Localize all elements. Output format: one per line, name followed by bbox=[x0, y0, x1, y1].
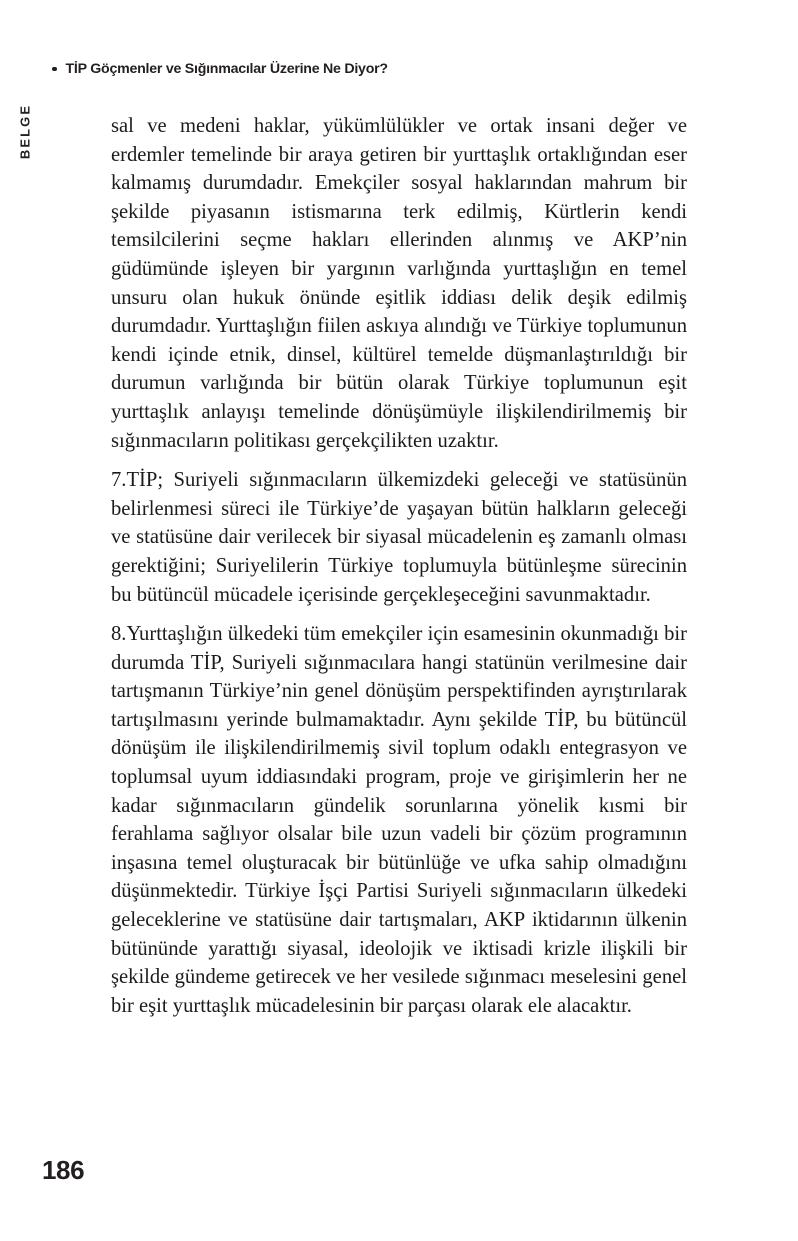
running-head-title: TİP Göçmenler ve Sığınmacılar Üzerine Ne Diyor? bbox=[65, 61, 388, 77]
page-number: 186 bbox=[42, 1155, 85, 1185]
paragraph: 7.TİP; Suriyeli sığınmacıların ülkemizdeki geleceği ve statüsünün belirlenmesi süreci ile Türkiye’de yaşayan bütün halkların geleceği ve statüsüne dair verilecek bir siyasal mücadelenin eş zamanlı olması gerektiğini; Suriyelilerin Türkiye toplumuyla bütünleşme sürecinin bu bütüncül mücadele içerisinde gerçekleşeceğini savunmaktadır. bbox=[111, 469, 687, 606]
running-head bbox=[52, 62, 712, 76]
paragraph: sal ve medeni haklar, yükümlülükler ve ortak insani değer ve erdemler temelinde bir araya getiren bir yurttaşlık ortaklığından eser kalmamış durumdadır. Emekçiler sosyal haklarından mahrum bir şekilde piyasanın istismarına terk edilmiş, Kürtlerin kendi temsilcilerini seçme hakları ellerinden alınmış ve AKP’nin güdümünde işleyen bir yargının varlığında yurttaşlığın en temel unsuru olan hukuk önünde eşitlik iddiası delik deşik edilmiş durumdadır. Yurttaşlığın fiilen askıya alındığı ve Türkiye toplumunun kendi içinde etnik, dinsel, kültürel temelde düşmanlaştırıldığı bir durumun varlığında bir bütün olarak Türkiye toplumunun eşit yurttaşlık anlayışı temelinde dönüşümüyle ilişkilendirilmemiş bir sığınmacıların politikası gerçekçilikten uzaktır. bbox=[111, 115, 687, 452]
paragraph: 8.Yurttaşlığın ülkedeki tüm emekçiler için esamesinin okunmadığı bir durumda TİP, Suriyeli sığınmacılara hangi statünün verilmesine dair tartışmanın Türkiye’nin genel dönüşüm perspektifinden ayrıştırılarak tartışılmasını yerinde bulmamaktadır. Aynı şekilde TİP, bu bütüncül dönüşüm ile ilişkilendirilmemiş sivil toplum odaklı entegrasyon ve toplumsal uyum iddiasındaki program, proje ve girişimlerin her ne kadar sığınmacıların gündelik sorunlarına yönelik kısmi bir ferahlama sağlıyor olsalar bile uzun vadeli bir çözüm programının inşasına temel oluşturacak bir bütünlüğe ve ufka sahip olmadığını düşünmektedir. Türkiye İşçi Partisi Suriyeli sığınmacıların ülkedeki geleceklerine ve statüsüne dair tartışmaları, AKP iktidarının ülkenin bütününde yarattığı siyasal, ideolojik ve iktisadi krizle ilişkili bir şekilde gündeme getirecek ve her vesilede sığınmacı meselesini genel bir eşit yurttaşlık mücadelesinin bir parçası olarak ele alacaktır. bbox=[111, 623, 687, 1017]
bullet-dot-icon bbox=[52, 67, 57, 72]
section-tab-label: BELGE bbox=[17, 103, 33, 160]
section-tab bbox=[0, 96, 70, 186]
body-text-column bbox=[111, 112, 687, 1020]
